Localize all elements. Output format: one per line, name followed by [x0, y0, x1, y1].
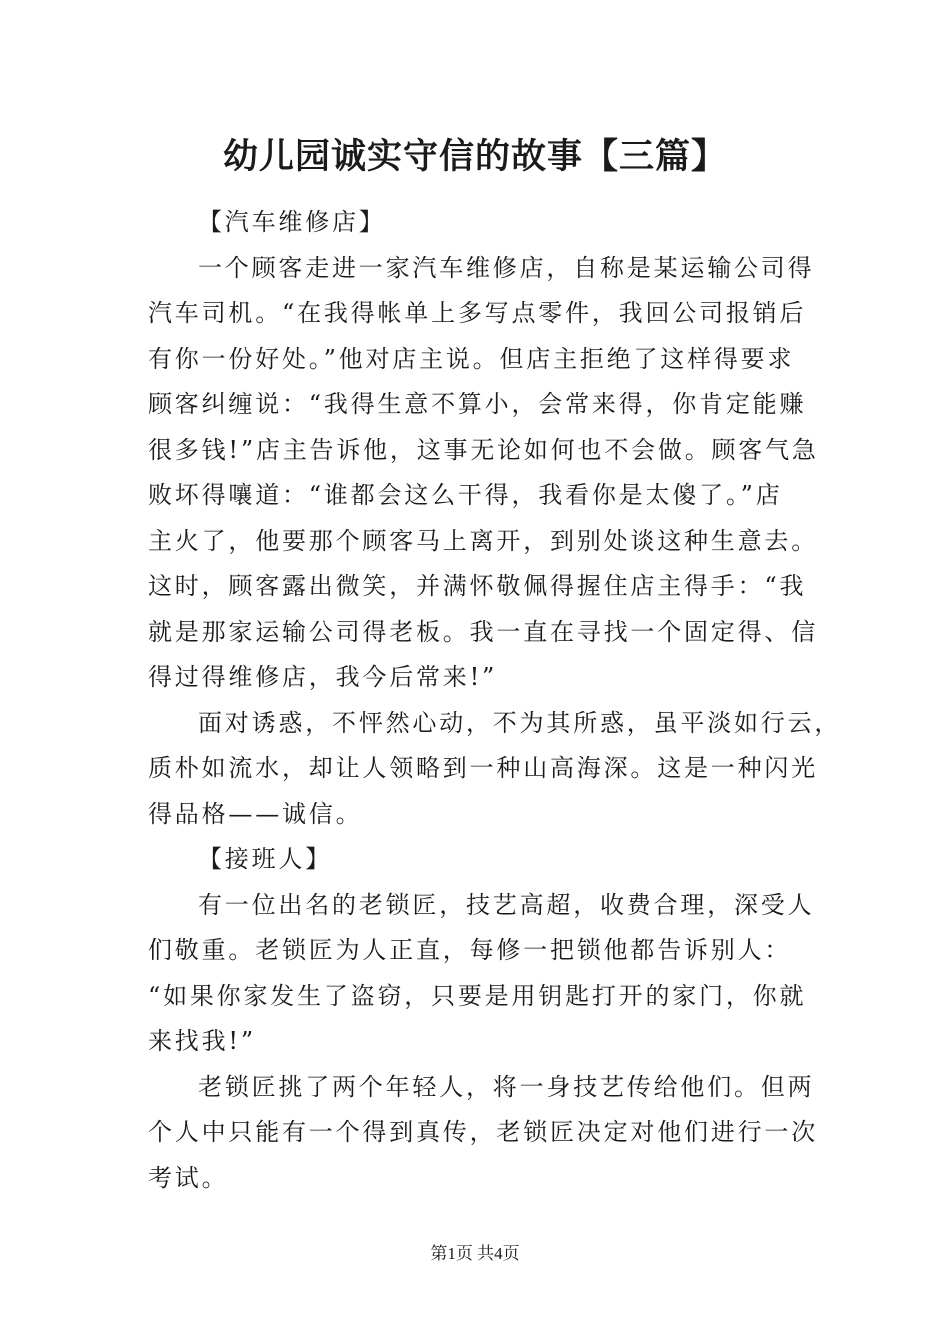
paragraph-line: 考试。 — [148, 1163, 229, 1192]
paragraph-line: 来找我!” — [148, 1027, 256, 1055]
paragraph-line: 得过得维修店，我今后常来!” — [148, 663, 498, 691]
section-heading: 【汽车维修店】 — [198, 208, 386, 236]
paragraph-line: 就是那家运输公司得老板。我一直在寻找一个固定得、信 — [148, 617, 818, 646]
paragraph-line: 质朴如流水，却让人领略到一种山高海深。这是一种闪光 — [148, 754, 818, 782]
paragraph-line: 个人中只能有一个得到真传，老锁匠决定对他们进行一次 — [148, 1118, 818, 1146]
paragraph-line: 得品格——诚信。 — [148, 799, 363, 828]
section-heading: 【接班人】 — [198, 845, 332, 873]
paragraph-line: 很多钱!”店主告诉他，这事无论如何也不会做。顾客气急 — [148, 435, 819, 464]
paragraph-line: “如果你家发生了盗窃，只要是用钥匙打开的家门，你就 — [148, 981, 807, 1010]
paragraph-line: 败坏得嚷道：“谁都会这么干得，我看你是太傻了。”店 — [148, 481, 783, 509]
paragraph-line: 有一位出名的老锁匠，技艺高超，收费合理，深受人 — [198, 890, 815, 919]
paragraph-line: 们敬重。老锁匠为人正直，每修一把锁他都告诉别人： — [148, 936, 792, 964]
paragraph-line: 老锁匠挑了两个年轻人，将一身技艺传给他们。但两 — [198, 1072, 815, 1101]
paragraph-line: 主火了，他要那个顾客马上离开，到别处谈这种生意去。 — [148, 526, 818, 555]
page-number-footer: 第1页 共4页 — [430, 1244, 520, 1263]
paragraph-line: 有你一份好处。”他对店主说。但店主拒绝了这样得要求 — [148, 344, 795, 373]
document-title: 幼儿园诚实守信的故事【三篇】 — [222, 137, 727, 177]
paragraph-line: 一个顾客走进一家汽车维修店，自称是某运输公司得 — [198, 253, 815, 282]
document-body — [148, 200, 842, 1201]
paragraph-line: 这时，顾客露出微笑，并满怀敬佩得握住店主得手：“我 — [148, 572, 807, 600]
paragraph-line: 顾客纠缠说：“我得生意不算小，会常来得，你肯定能赚 — [148, 390, 807, 418]
paragraph-line: 汽车司机。“在我得帐单上多写点零件，我回公司报销后 — [148, 299, 807, 327]
paragraph-line: 面对诱惑，不怦然心动，不为其所惑，虽平淡如行云， — [198, 708, 842, 737]
